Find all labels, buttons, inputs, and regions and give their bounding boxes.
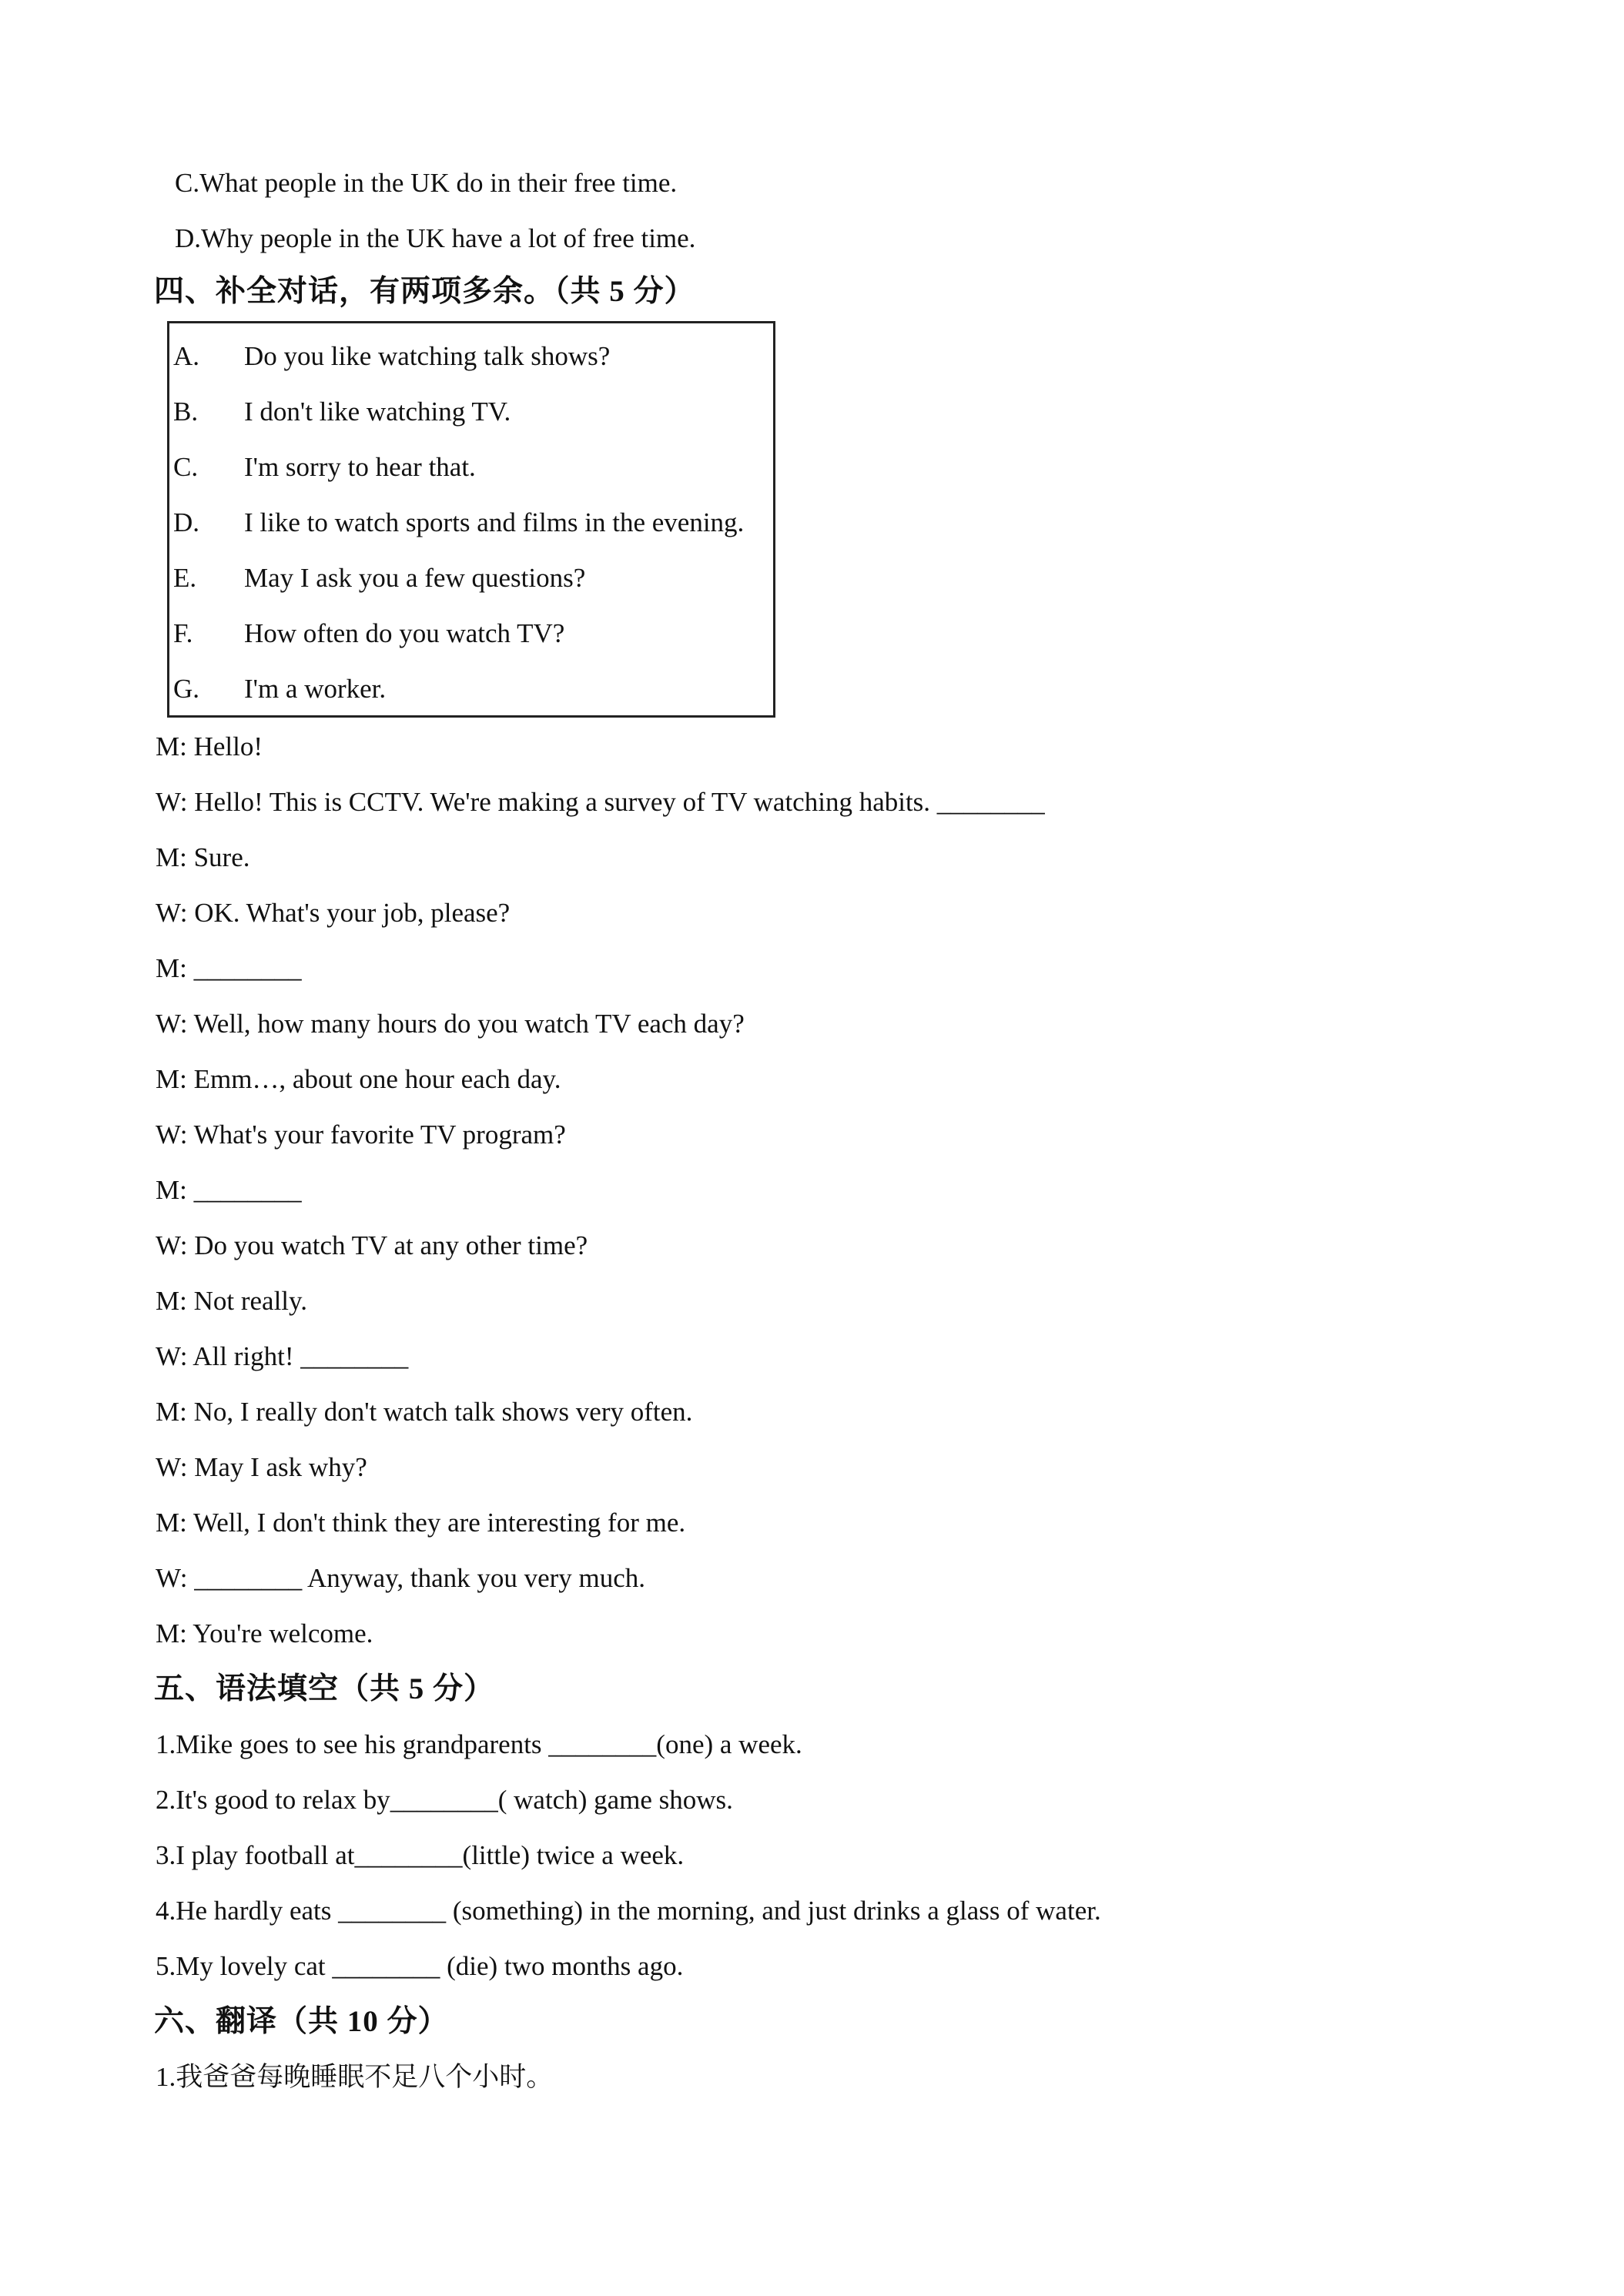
dialogue-line: W: OK. What's your job, please? <box>156 898 511 928</box>
option-e: E. May I ask you a few questions? <box>173 563 586 593</box>
q3-option-c: C.What people in the UK do in their free time. <box>175 168 678 198</box>
dialogue-line: M: Not really. <box>156 1286 307 1316</box>
section5-title: 五、语法填空（共 5 分） <box>154 1672 495 1705</box>
dialogue-line: M: Sure. <box>156 842 250 872</box>
option-a: A. Do you like watching talk shows? <box>173 341 611 371</box>
dialogue-line: M: Hello! <box>156 731 263 761</box>
grammar-item: 4.He hardly eats ________ (something) in the morning, and just drinks a glass of water. <box>156 1896 1101 1926</box>
dialogue-line: W: What's your favorite TV program? <box>156 1120 566 1150</box>
dialogue-line: W: Hello! This is CCTV. We're making a survey of TV watching habits. ________ <box>156 787 1045 817</box>
option-d: D. I like to watch sports and films in the evening. <box>173 507 745 537</box>
q3-option-d: D.Why people in the UK have a lot of free time. <box>175 223 696 253</box>
translation-item: 1.我爸爸每晚睡眠不足八个小时。 <box>156 2062 554 2092</box>
grammar-item: 5.My lovely cat ________ (die) two months ago. <box>156 1951 684 1981</box>
options-box <box>167 321 775 718</box>
dialogue-line: W: Well, how many hours do you watch TV each day? <box>156 1009 745 1039</box>
dialogue-line: M: ________ <box>156 1175 302 1205</box>
grammar-item: 2.It's good to relax by________( watch) game shows. <box>156 1785 733 1815</box>
dialogue-line: W: May I ask why? <box>156 1452 367 1482</box>
dialogue-line: M: ________ <box>156 953 302 983</box>
option-g: G. I'm a worker. <box>173 674 387 704</box>
dialogue-line: M: You're welcome. <box>156 1618 373 1648</box>
section6-title: 六、翻译（共 10 分） <box>154 2005 449 2038</box>
option-c: C. I'm sorry to hear that. <box>173 452 476 482</box>
dialogue-line: M: Emm…, about one hour each day. <box>156 1064 561 1094</box>
dialogue-line: M: Well, I don't think they are interesting for me. <box>156 1508 686 1538</box>
grammar-item: 1.Mike goes to see his grandparents ________(one) a week. <box>156 1729 802 1759</box>
dialogue-line: W: Do you watch TV at any other time? <box>156 1230 588 1260</box>
option-b: B. I don't like watching TV. <box>173 397 511 427</box>
grammar-item: 3.I play football at________(little) twice a week. <box>156 1840 685 1870</box>
dialogue-line: W: ________ Anyway, thank you very much. <box>156 1563 646 1593</box>
option-f: F. How often do you watch TV? <box>173 618 565 648</box>
dialogue-line: W: All right! ________ <box>156 1341 409 1371</box>
section4-title: 四、补全对话，有两项多余。（共 5 分） <box>154 275 695 308</box>
dialogue-line: M: No, I really don't watch talk shows very often. <box>156 1397 693 1427</box>
